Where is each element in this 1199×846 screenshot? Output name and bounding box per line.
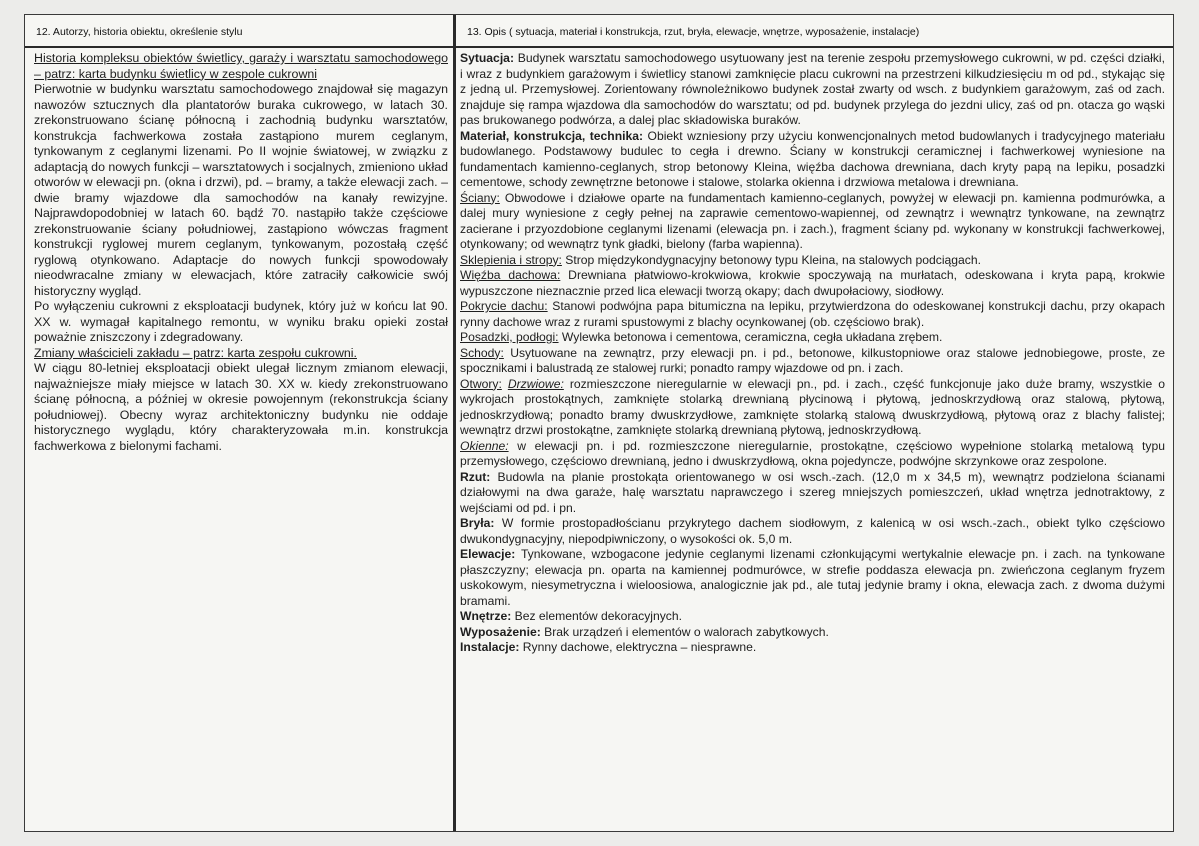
pokrycie-label: Pokrycie dachu: (460, 299, 548, 313)
schody-label: Schody: (460, 345, 504, 360)
sciany-text: Obwodowe i działowe oparte na fundamentach kamienno-ceglanych, powyżej w elewacji pn. kamienna podmurówka, a dalej mury wyniesione z cegły pełnej na zaprawie cementowo-wapiennej, od zewnątrz i wewnątrz tynkowane, na zewnątrz zacierane i przyozdobione ceglanymi lizenami (elewacja pn. i zach.), fragment ściany pd. wykonany w konstrukcji fachwerkowej, otynkowany; od wewnątrz tynk gładki, bielony (farba wapienna). (460, 190, 1165, 251)
elewacje-text: Tynkowane, wzbogacone jedynie ceglanymi lizenami członkującymi wertykalnie elewacje pn. i zach. na tynkowane płaszczyzny; elewacja pn. oparta na kamiennej podmurówce, w strefie poddasza elewacja pn. zwieńczona ceglanym fryzem uskokowym, niesymetryczna i wieloosiowa, analogicznie jak pd., ale tutaj jedynie bramy i okna, elewacja zach. z dwoma dużymi bramami. (460, 547, 1165, 608)
wnetrze-text: Bez elementów dekoracyjnych. (511, 609, 682, 623)
section-13-title: 13. Opis ( sytuacja, materiał i konstrukcja, rzut, bryła, elewacje, wnętrze, wyposażenie, instalacje) (467, 26, 920, 38)
history-paragraph-2: Po wyłączeniu cukrowni z eksploatacji budynek, który już w końcu lat 90. XX w. wymagał kapitalnego remontu, w wyniku braku opieki został poważnie zniszczony i zdegradowany. (34, 299, 448, 344)
material-label: Materiał, konstrukcja, technika: (460, 128, 644, 143)
material-text: Obiekt wzniesiony przy użyciu konwencjonalnych metod budowlanych i tradycyjnego materiału budowlanego. Podstawowy budulec to cegła i drewno. Ściany w konstrukcji ceramicznej i fachwerkowej wyniesione na fundamentach kamienno-ceglanych, strop betonowy Kleina, więźba dachowa drewniana, dach kryty papą na lepiku, posadzki cementowe, schody zewnętrzne betonowe i stalowe, stolarka okienna i drzwiowa metalowa i drewniana. (460, 128, 1165, 189)
instalacje-text: Rynny dachowe, elektryczna – niesprawne. (519, 640, 757, 654)
pokrycie-section (460, 299, 1165, 330)
elewacje-section (460, 547, 1165, 609)
posadzki-label: Posadzki, podłogi: (460, 330, 559, 344)
bryla-section (460, 516, 1165, 547)
history-paragraph-1: Pierwotnie w budynku warsztatu samochodowego znajdował się magazyn nawozów sztucznych dla plantatorów buraka cukrowego, w latach 30. zrekonstruowano ścianę północną i zachodnią budynku warsztatów, konstrukcja fachwerkowa została zastąpiono murem ceglanym, tynkowanym z ceglanymi lizenami. Po II wojnie światowej, w związku z adaptacją do nowych funkcji – warsztatowych i socjalnych, zmieniono układ otworów w elewacji pn. (okna i drzwi), pd. – bramy, a także elewacji zach. – dwie bramy wjazdowe dla samochodów na kanały rewizyjne. Najprawdopodobniej w latach 60. bądź 70. nastąpiło także częściowe zrekonstruowanie ściany południowej, zastąpiono wówczas fragment konstrukcji ryglowej murem ceglanym, tynkowanym, pozostałą część ryglową otynkowano. Adaptacje do nowych funkcji spowodowały nieodwracalne zmiany w elewacjach, które zatraciły całkowicie swój historyczny wygląd. (34, 82, 448, 298)
rzut-section (460, 470, 1165, 517)
section-12-header (25, 15, 453, 48)
sytuacja-label: Sytuacja: (460, 51, 514, 65)
posadzki-text: Wylewka betonowa i cementowa, ceramiczna, cegła układana zrębem. (558, 330, 943, 344)
otwory-section (460, 377, 1165, 439)
description-column (460, 51, 1165, 656)
wnetrze-label: Wnętrze: (460, 609, 512, 623)
history-paragraph-3: W ciągu 80-letniej eksploatacji obiekt ulegał licznym zmianom elewacji, najważniejsze miały miejsce w latach 30. XX w. kiedy zrekonstruowano ścianę północną, a później w okresie powojennym (rekonstrukcja ściany południowej). Obecny wyraz architektoniczny budynku nie oddaje historycznego wyglądu, który charakteryzowała m.in. konstrukcja fachwerkowa z bielonymi fachami. (34, 361, 448, 453)
bryla-label: Bryła: (460, 516, 495, 530)
history-heading: Historia kompleksu obiektów świetlicy, garaży i warsztatu samochodowego – patrz: karta budynku świetlicy w zespole cukrowni (34, 51, 448, 81)
material-section (460, 129, 1165, 191)
drzwiowe-label: Drzwiowe: (507, 376, 564, 391)
document-page (24, 14, 1174, 832)
schody-text: Usytuowane na zewnątrz, przy elewacji pn. i pd., betonowe, kilkustopniowe oraz stalowe jednobiegowe, proste, ze spocznikami i balustradą ze stalowej rurki; ponadto rampy wjazdowe od pn. i zach. (460, 345, 1165, 375)
wiezba-label: Więźba dachowa: (460, 268, 561, 282)
bryla-text: W formie prostopadłościanu przykrytego dachem siodłowym, z kalenicą w osi wsch.-zach., obiekt tylko częściowo dwukondygnacyjny, niepodpiwniczony, o wysokości ok. 5,0 m. (460, 516, 1165, 546)
pokrycie-text: Stanowi podwójna papa bitumiczna na lepiku, przytwierdzona do odeskowanej konstrukcji dachu, przy okapach rynny dachowe wraz z rurami spustowymi z blachy ocynkowanej (ob. częściowo brak). (460, 299, 1165, 329)
drzwiowe-text: rozmieszczone nieregularnie w elewacji pn., pd. i zach., część funkcjonuje jako duże bramy, wszystkie o wykrojach prostokątnych, zamknięte stolarką drewnianą płycinową i płytową, jednoskrzydłową oraz stalową, płytową, jednoskrzydłową; ponadto bramy dwuskrzydłowe, zamknięte stolarką stalową dwuskrzydłową, płytową oraz z blachy falistej; wewnątrz drzwi prostokątne, zamknięte stolarką drewnianą płytową, jednoskrzydłową. (460, 376, 1166, 437)
wnetrze-section (460, 609, 1165, 625)
wyposazenie-text: Brak urządzeń i elementów o walorach zabytkowych. (540, 624, 829, 639)
section-12-title: 12. Autorzy, historia obiektu, określenie stylu (36, 26, 243, 38)
wyposazenie-section (460, 625, 1165, 641)
sytuacja-section (460, 51, 1165, 129)
section-13-header (456, 15, 1173, 48)
elewacje-label: Elewacje: (460, 547, 516, 561)
owners-heading: Zmiany właścicieli zakładu – patrz: karta zespołu cukrowni. (34, 345, 357, 360)
otwory-label: Otwory: (460, 376, 502, 391)
sciany-label: Ściany: (460, 190, 500, 205)
wiezba-text: Drewniana płatwiowo-krokwiowa, krokwie spoczywają na murłatach, odeskowana i kryta papą, krokwie wypuszczone nieznacznie przed lica elewacji tworzą okapy; dach dwupołaciowy, siodłowy. (460, 268, 1166, 298)
history-column (34, 51, 448, 454)
okienne-text: w elewacji pn. i pd. rozmieszczone nieregularnie, prostokątne, częściowo wypełnione stolarką metalową typu przemysłowego, częściowo drewnianą, jedno i dwuskrzydłową, okna pojedyncze, podwójne skrzynkowe oraz zespolone. (460, 438, 1165, 468)
sytuacja-text: Budynek warsztatu samochodowego usytuowany jest na terenie zespołu przemysłowego cukrowni, w pd. części działki, i wraz z budynkiem garażowym i świetlicy stanowi zamknięcie placu cukrowni na przestrzeni kilkudziesięciu m od pd., stykając się z jedną ul. Przemysłowej. Zorientowany równoleżnikowo budynek został zwarty od wsch. z budynkiem garażowym, zaś od zach. znajduje się rampa wjazdowa dla samochodów do warsztatu; od pd. budynek przylega do jezdni ulicy, zaś od pn. otacza go wąski pas brukowanego podwórza, a dalej plac składowiska buraków. (460, 51, 1165, 127)
wiezba-section (460, 268, 1165, 299)
rzut-text: Budowla na planie prostokąta orientowanego w osi wsch.-zach. (12,0 m x 34,5 m), wewnątrz podzielona ścianami działowymi na dwa garaże, halę warsztatu naprawczego i szereg mniejszych pomieszczeń, układ wnętrza jednotraktowy, z wejściami od pd. i pn. (460, 469, 1165, 515)
sklepienia-label: Sklepienia i stropy: (460, 252, 562, 267)
okienne-section (460, 439, 1165, 470)
sciany-section (460, 191, 1165, 253)
posadzki-section (460, 330, 1165, 346)
wyposazenie-label: Wyposażenie: (460, 624, 541, 639)
okienne-label: Okienne: (460, 438, 509, 453)
schody-section (460, 346, 1165, 377)
sklepienia-text: Strop międzykondygnacyjny betonowy typu Kleina, na stalowych podciągach. (561, 252, 982, 267)
instalacje-label: Instalacje: (460, 640, 520, 654)
instalacje-section (460, 640, 1165, 656)
rzut-label: Rzut: (460, 469, 491, 484)
column-divider (453, 15, 456, 831)
sklepienia-section (460, 253, 1165, 269)
